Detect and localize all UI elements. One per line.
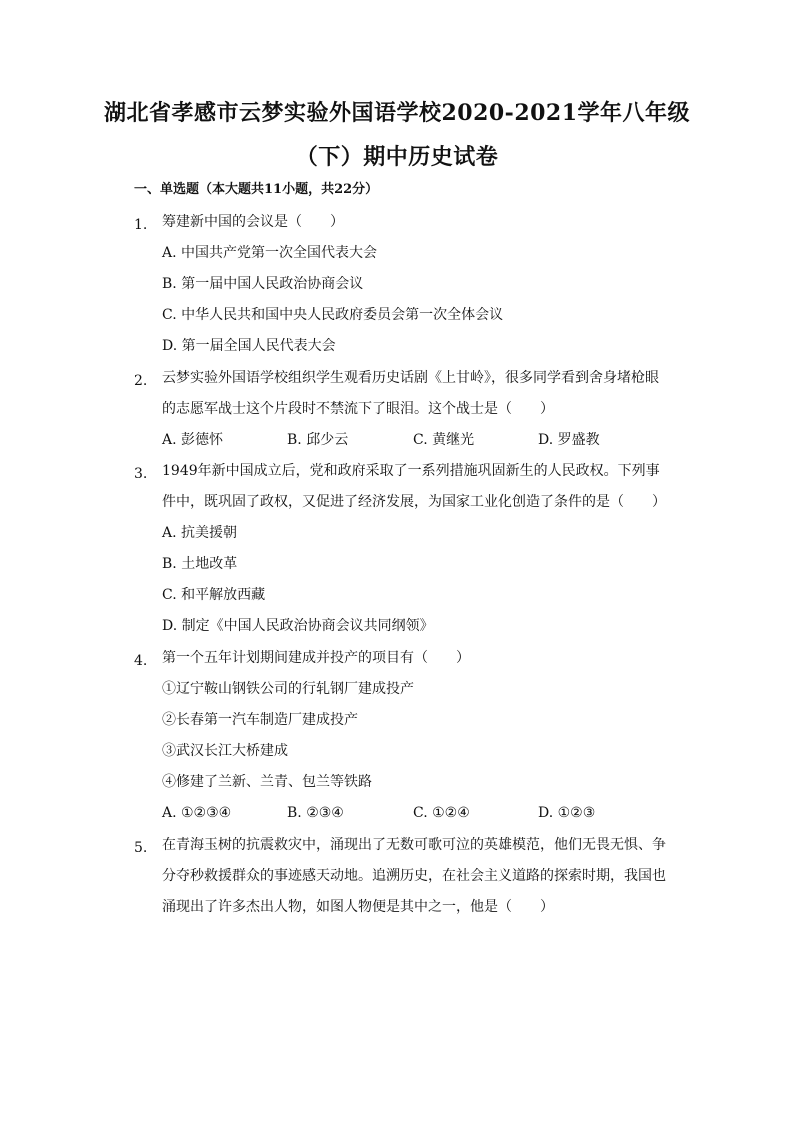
- answer-option: D. ①②③: [538, 805, 596, 821]
- question-number: 5.: [134, 840, 148, 856]
- answer-option: D. 制定《中国人民政治协商会议共同纲领》: [162, 618, 434, 634]
- question-stem-line: ②长春第一汽车制造厂建成投产: [162, 712, 358, 728]
- answer-option: D. 第一届全国人民代表大会: [162, 338, 336, 354]
- question-number: 4.: [134, 653, 148, 669]
- answer-option: B. 邱少云: [287, 432, 349, 448]
- question-stem-line: ③武汉长江大桥建成: [162, 743, 288, 759]
- exam-title-line-1: 湖北省孝感市云梦实验外国语学校2020-2021学年八年级: [103, 100, 691, 126]
- answer-option: D. 罗盛教: [538, 432, 600, 448]
- question-stem-line: 云梦实验外国语学校组织学生观看历史话剧《上甘岭》，很多同学看到舍身堵枪眼: [162, 370, 659, 386]
- answer-option: A. 中国共产党第一次全国代表大会: [162, 245, 378, 261]
- question-stem-line: 分夺秒救援群众的事迹感天动地。追溯历史，在社会主义道路的探索时期，我国也: [162, 868, 666, 884]
- question-stem-line: 的志愿军战士这个片段时不禁流下了眼泪。这个战士是（ ）: [162, 401, 554, 417]
- section-heading: 一、单选题（本大题共11小题，共22分）: [134, 182, 379, 197]
- answer-option: C. 和平解放西藏: [162, 587, 266, 603]
- question-stem-line: ①辽宁鞍山钢铁公司的行轧钢厂建成投产: [162, 681, 414, 697]
- question-number: 1.: [134, 217, 148, 233]
- question-stem-line: 第一个五年计划期间建成并投产的项目有（ ）: [162, 650, 470, 666]
- answer-option: C. 黄继光: [413, 432, 475, 448]
- question-stem-line: 在青海玉树的抗震救灾中，涌现出了无数可歌可泣的英雄模范，他们无畏无惧、争: [162, 837, 666, 853]
- question-number: 3.: [134, 466, 148, 482]
- answer-option: C. ①②④: [413, 805, 470, 821]
- question-stem-line: 筹建新中国的会议是（ ）: [162, 214, 344, 230]
- answer-option: B. ②③④: [287, 805, 344, 821]
- answer-option: B. 土地改革: [162, 556, 238, 572]
- question-stem-line: 件中，既巩固了政权，又促进了经济发展，为国家工业化创造了条件的是（ ）: [162, 494, 666, 510]
- answer-option: C. 中华人民共和国中央人民政府委员会第一次全体会议: [162, 307, 504, 323]
- question-stem-line: ④修建了兰新、兰青、包兰等铁路: [162, 774, 372, 790]
- answer-option: A. ①②③④: [162, 805, 232, 821]
- question-stem-line: 1949年新中国成立后，党和政府采取了一系列措施巩固新生的人民政权。下列事: [162, 463, 660, 479]
- answer-option: A. 彭德怀: [162, 432, 224, 448]
- answer-option: A. 抗美援朝: [162, 525, 238, 541]
- question-number: 2.: [134, 373, 148, 389]
- question-stem-line: 涌现出了许多杰出人物，如图人物便是其中之一，他是（ ）: [162, 899, 554, 915]
- answer-option: B. 第一届中国人民政治协商会议: [162, 276, 364, 292]
- exam-title-line-2: （下）期中历史试卷: [295, 144, 499, 170]
